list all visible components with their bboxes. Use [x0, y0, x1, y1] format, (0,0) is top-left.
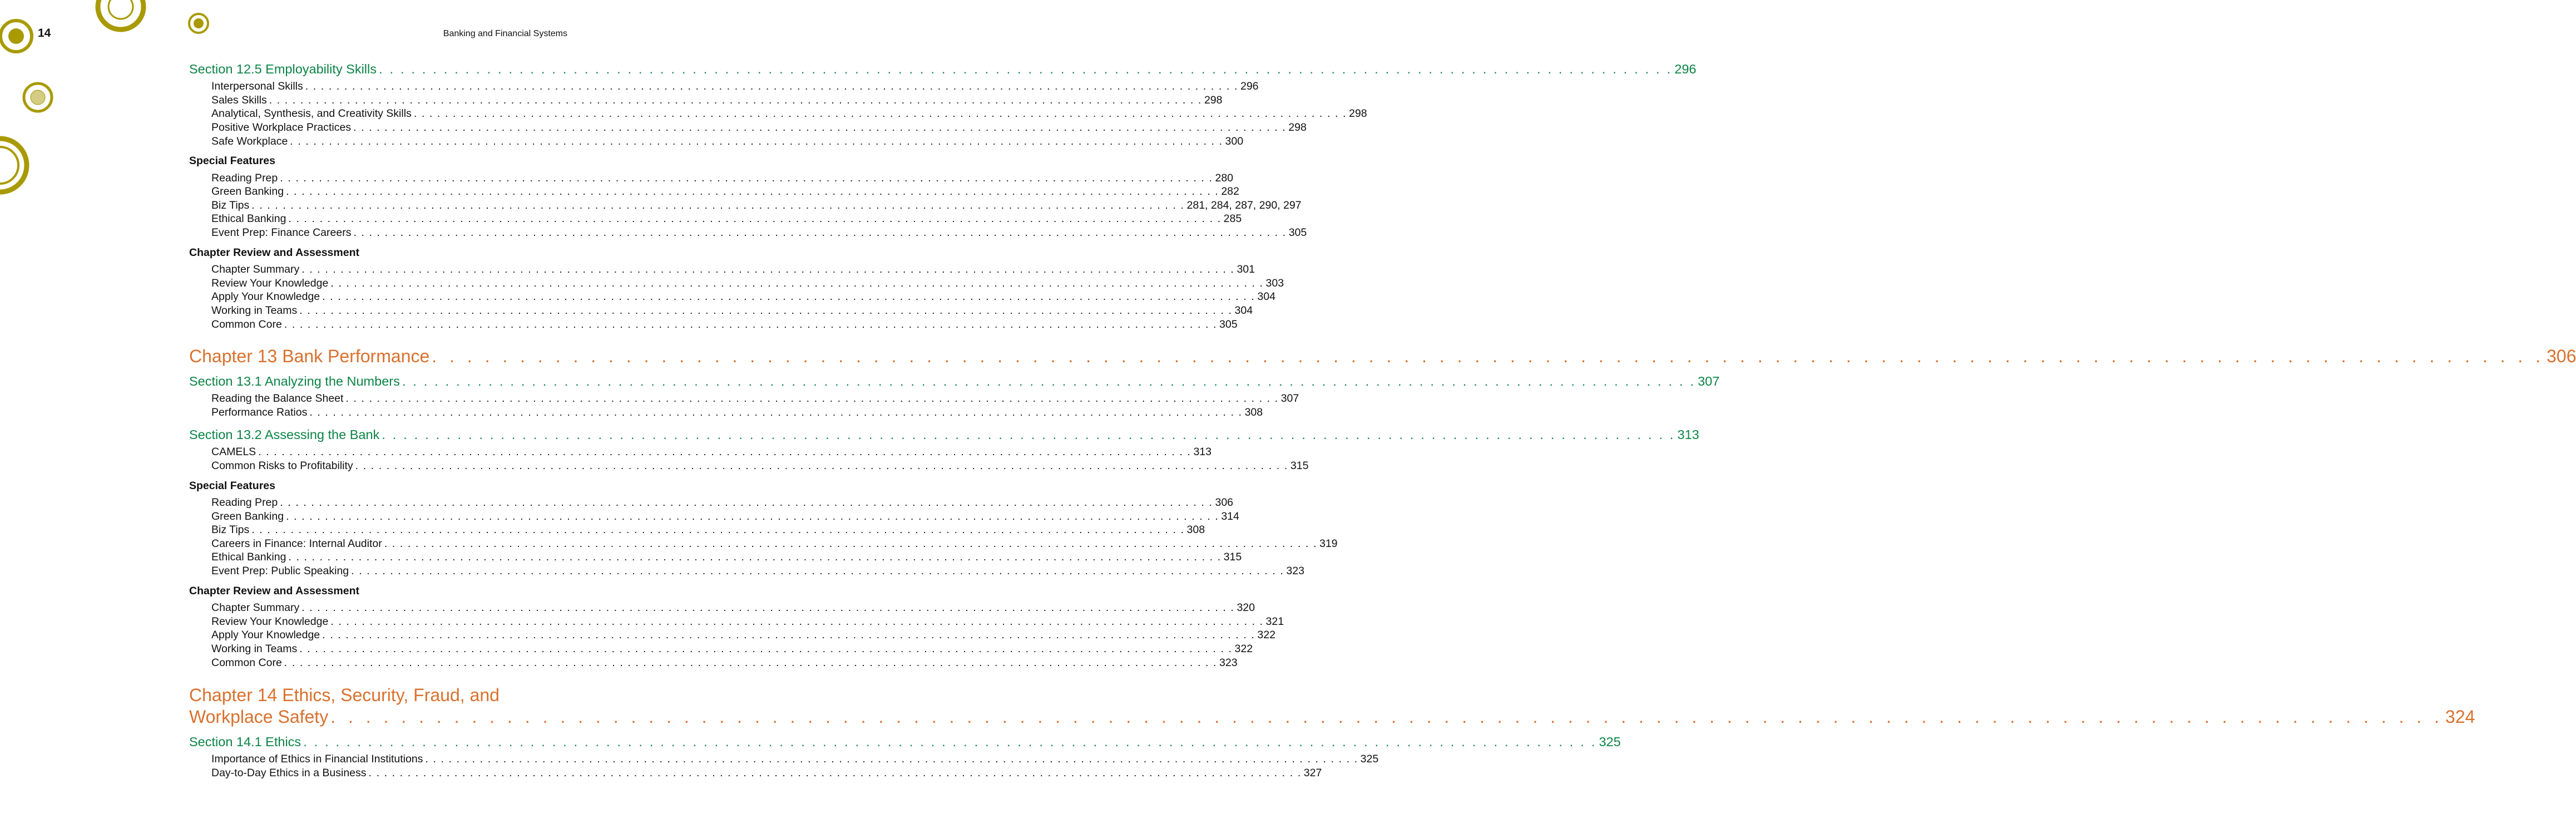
toc-page-number: 285	[1223, 212, 1242, 225]
toc-item	[211, 615, 1284, 629]
toc-item	[211, 656, 1238, 670]
toc-page-number: 298	[1204, 93, 1223, 106]
decorative-circles	[0, 0, 223, 211]
target-circle-icon	[1, 21, 32, 52]
toc-entry-title: Section 12.5 Employability Skills	[189, 62, 377, 76]
toc-item	[211, 185, 1239, 199]
toc-item	[211, 318, 1238, 332]
dot-leader: . . . . . . . . . . . . . . . . . . . . . . . . . . . . . . . . . . . . . . . . . . . . . . . . . . . . . . . . . . . . . . . . . . . . . . . . . . . . . . . . . . . . . . . . . . . . . . . . . . . . . . . . . . . . . . . . . . . . . . . .	[286, 510, 1219, 523]
toc-heading	[189, 584, 567, 598]
dot-leader: . . . . . . . . . . . . . . . . . . . . . . . . . . . . . . . . . . . . . . . . . . . . . . . . . . . . . . . . . . . . . . . . . . . . . . . . . . . . . . . . . . . . . . . . . . . . . . . . . . . . . . . . . . . . . . . . . . . . . . . .	[301, 601, 1235, 614]
page-number: 14	[38, 27, 51, 40]
toc-entry-title: Interpersonal Skills	[211, 80, 303, 92]
toc-item	[211, 752, 1379, 766]
toc-page-number: 301	[1237, 263, 1255, 275]
toc-item	[211, 171, 1234, 185]
toc-entry-title: Performance Ratios	[211, 406, 308, 418]
toc-page-number: 306	[1215, 496, 1234, 509]
dot-leader: . . . . . . . . . . . . . . . . . . . . . . . . . . . . . . . . . . . . . . . . . . . . . . . . . . . . . . . . . . . . . . . . . . . . . . . . . . . . . . . . . . . . . . . . . . . . . . . . . . . . . . . . . . . . . . . . . . . . . . . .	[299, 304, 1233, 317]
toc-page-number: 315	[1223, 550, 1242, 563]
toc-page-number: 313	[1677, 427, 1699, 442]
toc-entry-title: Section 13.1 Analyzing the Numbers	[189, 374, 400, 388]
toc-item	[211, 406, 1263, 420]
toc-item	[211, 537, 1338, 551]
dot-leader: . . . . . . . . . . . . . . . . . . . . . . . . . . . . . . . . . . . . . . . . . . . . . . . . . . . . . . . . . . . . . . . . . . . . . . . . . . . . . . . . . . . . . . . . . . . . . . . . . . . . . . . . . . . . . . . . . . . . . . . .	[379, 62, 1673, 76]
toc-page-number: 304	[1234, 304, 1253, 317]
toc-item	[211, 277, 1284, 290]
toc-item	[211, 290, 1275, 304]
toc-page-number: 305	[1219, 318, 1238, 331]
toc-entry-title: Apply Your Knowledge	[211, 290, 320, 303]
toc-page-number: 305	[1288, 226, 1307, 239]
dot-leader: . . . . . . . . . . . . . . . . . . . . . . . . . . . . . . . . . . . . . . . . . . . . . . . . . . . . . . . . . . . . . . . . . . . . . . . . . . . . . . . . . . . . . . . . . . . . . . . . . . . . . . . . . . . . . . . . . . . . . . . .	[309, 406, 1243, 418]
toc-entry-title: Chapter Summary	[211, 601, 300, 614]
toc-item	[211, 523, 1205, 537]
toc-entry-title: Working in Teams	[211, 304, 298, 317]
toc-entry-title: Chapter Review and Assessment	[189, 246, 359, 259]
dot-leader: . . . . . . . . . . . . . . . . . . . . . . . . . . . . . . . . . . . . . . . . . . . . . . . . . . . . . . . . . . . . . . . . . . . . . . . . . . . . . . . . . . . . . . . . . . . . . . . . . . . . . . . . . . . . . . . . . . . . . . . .	[425, 752, 1358, 765]
toc-item	[211, 445, 1212, 459]
ring-circle-icon	[98, 0, 144, 29]
dot-leader: . . . . . . . . . . . . . . . . . . . . . . . . . . . . . . . . . . . . . . . . . . . . . . . . . . . . . . . . . . . . . . . . . . . . . . . . . . . . . . . . . . . . . . . . . . . . . . . . . . . . . . . . . . . . . . . . . . . . . . . .	[251, 199, 1185, 211]
toc-item	[211, 766, 1322, 780]
toc-chapter	[189, 345, 2576, 367]
toc-entry-title: Section 13.2 Assessing the Bank	[189, 427, 380, 442]
dot-leader: . . . . . . . . . . . . . . . . . . . . . . . . . . . . . . . . . . . . . . . . . . . . . . . . . . . . . . . . . . . . . . . . . . . . . . . . . . . . . . . . . . . . . . . . . . . . . . . . . . . . . . . . . . . . . . . . . . . . . . . .	[353, 226, 1287, 239]
toc-section	[189, 426, 1699, 443]
toc-page-number: 308	[1186, 523, 1205, 536]
toc-item	[211, 226, 1307, 240]
toc-entry-title: Chapter Summary	[211, 263, 300, 275]
dot-leader: . . . . . . . . . . . . . . . . . . . . . . . . . . . . . . . . . . . . . . . . . . . . . . . . . . . . . . . . . . . . . . . . . . . . . . . . . . . . . . . . . . . . . . . . . . . . . . . . . . . . . . . . . . . . . . . . . . . . . . . .	[384, 537, 1317, 550]
toc-section	[189, 61, 1697, 77]
toc-entry-title: Safe Workplace	[211, 135, 288, 147]
toc-item	[211, 199, 1302, 213]
dot-leader: . . . . . . . . . . . . . . . . . . . . . . . . . . . . . . . . . . . . . . . . . . . . . . . . . . . . . . . . . . . . . . . . . . . . . . . . . . . . . . . . . . . . . . . . . . . . . . . . . . . . . . . . . . . . . . . . . . . . . . . .	[382, 427, 1675, 442]
toc-entry-title: Chapter Review and Assessment	[189, 584, 359, 597]
toc-item	[211, 550, 1242, 564]
dot-leader: . . . . . . . . . . . . . . . . . . . . . . . . . . . . . . . . . . . . . . . . . . . . . . . . . . . . . . . . . . . . . . . . . . . . . . . . . . . . . . . . . . . . . . . . . . . . . . . . . . . . . . . . . . . . . . . . . . . . . . . .	[280, 496, 1213, 509]
toc-entry-title: Workplace Safety	[189, 707, 329, 727]
toc-heading	[189, 479, 567, 493]
toc-item	[211, 392, 1299, 406]
toc-page-number: 306	[2547, 346, 2576, 366]
toc-entry-title: Chapter 14 Ethics, Security, Fraud, and	[189, 685, 500, 705]
toc-page-number: 304	[1257, 290, 1275, 303]
toc-page-number: 298	[1288, 121, 1307, 134]
toc-page-number: 323	[1286, 564, 1304, 577]
toc-entry-title: Ethical Banking	[211, 550, 286, 563]
toc-entry-title: CAMELS	[211, 445, 256, 458]
toc-item	[211, 107, 1367, 121]
toc-entry-title: Sales Skills	[211, 93, 267, 106]
toc-page-number: 325	[1360, 752, 1379, 765]
dot-leader: . . . . . . . . . . . . . . . . . . . . . . . . . . . . . . . . . . . . . . . . . . . . . . . . . . . . . . . . . . . . . . . . . . . . . . . . . . . . . . . . . . . . . . . . . . . . . . . . . . . . . . . . . . . . . . . . . . . . . . . .	[284, 318, 1218, 331]
dot-leader: . . . . . . . . . . . . . . . . . . . . . . . . . . . . . . . . . . . . . . . . . . . . . . . . . . . . . . . . . . . . . . . . . . . . . . . . . . . . . . . . . . . . . . . . . . . . . . . . . . . . . . . . . . . . . . . . . . . . . . . .	[303, 735, 1597, 749]
dot-leader: . . . . . . . . . . . . . . . . . . . . . . . . . . . . . . . . . . . . . . . . . . . . . . . . . . . . . . . . . . . . . . . . . . . . . . . . . . . . . . . . . . . . . . . . . . . . . . . . . . . . . . . . . . . . . . . . . . . . . . . .	[299, 642, 1233, 655]
dot-leader: . . . . . . . . . . . . . . . . . . . . . . . . . . . . . . . . . . . . . . . . . . . . . . . . . . . . . . . . . . . . . . . . . . . . . . . . . . . . . . . . . . . . . . . . . . . . . . . . . . . . . . . . . . . . . . . . . . . . . . . .	[330, 615, 1264, 628]
toc-entry-title: Common Core	[211, 656, 282, 669]
toc-entry-title: Working in Teams	[211, 642, 298, 655]
dot-leader: . . . . . . . . . . . . . . . . . . . . . . . . . . . . . . . . . . . . . . . . . . . . . . . . . . . . . . . . . . . . . . . . . . . . . . . . . . . . . . . . . . . . . . . . . . . . . . . . . . . . . . . . . . . . . . . . . . . . . . . .	[345, 392, 1279, 405]
toc-entry-title: Green Banking	[211, 510, 284, 523]
toc-entry-title: Reading Prep	[211, 171, 278, 184]
dot-leader: . . . . . . . . . . . . . . . . . . . . . . . . . . . . . . . . . . . . . . . . . . . . . . . . . . . . . . . . . . . . . . . . . . . . . . . . . . . . . . . . . . . . . . . . . . . . . . . . . . . . . . . . . . . . . . . . . . . . . . . .	[402, 374, 1696, 388]
dot-leader: . . . . . . . . . . . . . . . . . . . . . . . . . . . . . . . . . . . . . . . . . . . . . . . . . . . . . . . . . . . . . . . . . . . . . . . . . . . . . . . . . . . . . . . . . . . . . . . . . . . . . . . . . . . . . . . . . . . . . . . .	[368, 766, 1302, 779]
toc-entry-title: Special Features	[189, 154, 275, 167]
toc-item	[211, 212, 1242, 226]
toc-page-number: 308	[1244, 406, 1263, 418]
dot-leader: . . . . . . . . . . . . . . . . . . . . . . . . . . . . . . . . . . . . . . . . . . . . . . . . . . . . . . . . . . . . . . . . . . . . . . . . . . . . . . . . . . . . . . . . . . . . . . . . . . . . . . . . . . . . . . . . . . . . . . . .	[351, 564, 1284, 577]
toc-entry-title: Careers in Finance: Internal Auditor	[211, 537, 382, 550]
toc-entry-title: Review Your Knowledge	[211, 277, 329, 289]
toc-page-number: 296	[1240, 80, 1259, 92]
toc-page-number: 280	[1215, 171, 1234, 184]
toc-item	[211, 642, 1253, 656]
toc-entry-title: Positive Workplace Practices	[211, 121, 352, 134]
toc-page-number: 313	[1193, 445, 1212, 458]
toc-entry-title: Analytical, Synthesis, and Creativity Skills	[211, 107, 412, 120]
target-circle-icon	[189, 14, 208, 33]
toc-item	[211, 135, 1244, 149]
dot-leader: . . . . . . . . . . . . . . . . . . . . . . . . . . . . . . . . . . . . . . . . . . . . . . . . . . . . . . . . . . . . . . . . . . . . . . . . . . . . . . . . . . . . . . . . . . . . . . . . . . . . . . . . . . . . . . . . . . . . . . . .	[288, 550, 1222, 563]
toc-heading	[189, 154, 567, 168]
dot-leader: . . . . . . . . . . . . . . . . . . . . . . . . . . . . . . . . . . . . . . . . . . . . . . . . . . . . . . . . . . . . . . . . . . . . . . . . . . . . . . . . . . . . . . . . . . . . . . . . . . . . . . . . . . . . . . . . . . . . . . . .	[251, 523, 1185, 536]
dot-leader: . . . . . . . . . . . . . . . . . . . . . . . . . . . . . . . . . . . . . . . . . . . . . . . . . . . . . . . . . . . . . . . . . . . . . . . . . . . . . . . . . . . . . . . . . . . . . . . . . . . . . . . . . . . . . . . . . . . . . . . .	[330, 277, 1264, 289]
toc-section	[189, 373, 1720, 390]
toc-item	[211, 628, 1275, 642]
toc-item	[211, 564, 1304, 578]
toc-entry-title: Section 14.1 Ethics	[189, 735, 301, 749]
toc-entry-title: Review Your Knowledge	[211, 615, 329, 628]
toc-entry-title: Common Risks to Profitability	[211, 459, 353, 472]
dot-leader: . . . . . . . . . . . . . . . . . . . . . . . . . . . . . . . . . . . . . . . . . . . . . . . . . . . . . . . . . . . . . . . . . . . . . . . . . . . . . . . . . . . . . . . . . . . . . . . . . . . . . . . . . . . . . . . . . . . . . . . .	[330, 707, 2444, 727]
toc-entry-title: Ethical Banking	[211, 212, 286, 225]
dot-leader: . . . . . . . . . . . . . . . . . . . . . . . . . . . . . . . . . . . . . . . . . . . . . . . . . . . . . . . . . . . . . . . . . . . . . . . . . . . . . . . . . . . . . . . . . . . . . . . . . . . . . . . . . . . . . . . . . . . . . . . .	[353, 121, 1287, 134]
toc-page-number: 281, 284, 287, 290, 297	[1186, 199, 1302, 211]
dot-leader: . . . . . . . . . . . . . . . . . . . . . . . . . . . . . . . . . . . . . . . . . . . . . . . . . . . . . . . . . . . . . . . . . . . . . . . . . . . . . . . . . . . . . . . . . . . . . . . . . . . . . . . . . . . . . . . . . . . . . . . .	[269, 93, 1202, 106]
dot-leader: . . . . . . . . . . . . . . . . . . . . . . . . . . . . . . . . . . . . . . . . . . . . . . . . . . . . . . . . . . . . . . . . . . . . . . . . . . . . . . . . . . . . . . . . . . . . . . . . . . . . . . . . . . . . . . . . . . . . . . . .	[258, 445, 1191, 458]
toc-page-number: 322	[1234, 642, 1253, 655]
toc-heading	[189, 246, 567, 260]
toc-entry-title: Event Prep: Public Speaking	[211, 564, 349, 577]
toc-page-number: 307	[1280, 392, 1299, 405]
toc-entry-title: Importance of Ethics in Financial Institutions	[211, 752, 423, 765]
target-circle-icon	[24, 83, 52, 111]
toc-entry-title: Reading Prep	[211, 496, 278, 509]
toc-page-number: 320	[1237, 601, 1255, 614]
toc-chapter	[189, 684, 567, 706]
toc-page-number: 298	[1349, 107, 1367, 120]
dot-leader: . . . . . . . . . . . . . . . . . . . . . . . . . . . . . . . . . . . . . . . . . . . . . . . . . . . . . . . . . . . . . . . . . . . . . . . . . . . . . . . . . . . . . . . . . . . . . . . . . . . . . . . . . . . . . . . . . . . . . . . .	[288, 212, 1222, 225]
toc-entry-title: Common Core	[211, 318, 282, 331]
toc-page-number: 300	[1225, 135, 1244, 147]
toc-entry-title: Special Features	[189, 479, 275, 492]
dot-leader: . . . . . . . . . . . . . . . . . . . . . . . . . . . . . . . . . . . . . . . . . . . . . . . . . . . . . . . . . . . . . . . . . . . . . . . . . . . . . . . . . . . . . . . . . . . . . . . . . . . . . . . . . . . . . . . . . . . . . . . .	[305, 80, 1238, 92]
toc-page-number: 323	[1219, 656, 1238, 669]
toc-page-number: 321	[1265, 615, 1284, 628]
toc-entry-title: Biz Tips	[211, 523, 250, 536]
running-title: Banking and Financial Systems	[443, 29, 567, 38]
toc-page-number: 315	[1290, 459, 1309, 472]
dot-leader: . . . . . . . . . . . . . . . . . . . . . . . . . . . . . . . . . . . . . . . . . . . . . . . . . . . . . . . . . . . . . . . . . . . . . . . . . . . . . . . . . . . . . . . . . . . . . . . . . . . . . . . . . . . . . . . . . . . . . . . .	[301, 263, 1235, 275]
ring-circle-icon	[0, 139, 27, 192]
toc-entry-title: Day-to-Day Ethics in a Business	[211, 766, 367, 779]
dot-leader: . . . . . . . . . . . . . . . . . . . . . . . . . . . . . . . . . . . . . . . . . . . . . . . . . . . . . . . . . . . . . . . . . . . . . . . . . . . . . . . . . . . . . . . . . . . . . . . . . . . . . . . . . . . . . . . . . . . . . . . .	[432, 346, 2545, 366]
toc-entry-title: Biz Tips	[211, 199, 250, 211]
toc-item	[211, 496, 1234, 510]
toc-item	[211, 601, 1255, 615]
toc-page-number: 325	[1599, 735, 1621, 749]
toc-page-number: 322	[1257, 628, 1275, 641]
toc-page-number: 303	[1265, 277, 1284, 289]
toc-item	[211, 510, 1239, 524]
dot-leader: . . . . . . . . . . . . . . . . . . . . . . . . . . . . . . . . . . . . . . . . . . . . . . . . . . . . . . . . . . . . . . . . . . . . . . . . . . . . . . . . . . . . . . . . . . . . . . . . . . . . . . . . . . . . . . . . . . . . . . . .	[322, 290, 1255, 303]
toc-entry-title: Apply Your Knowledge	[211, 628, 320, 641]
toc-entry-title: Event Prep: Finance Careers	[211, 226, 352, 239]
toc-chapter	[189, 706, 2475, 728]
dot-leader: . . . . . . . . . . . . . . . . . . . . . . . . . . . . . . . . . . . . . . . . . . . . . . . . . . . . . . . . . . . . . . . . . . . . . . . . . . . . . . . . . . . . . . . . . . . . . . . . . . . . . . . . . . . . . . . . . . . . . . . .	[413, 107, 1347, 120]
toc-entry-title: Chapter 13 Bank Performance	[189, 346, 430, 366]
toc-page-number: 327	[1303, 766, 1322, 779]
dot-leader: . . . . . . . . . . . . . . . . . . . . . . . . . . . . . . . . . . . . . . . . . . . . . . . . . . . . . . . . . . . . . . . . . . . . . . . . . . . . . . . . . . . . . . . . . . . . . . . . . . . . . . . . . . . . . . . . . . . . . . . .	[322, 628, 1255, 641]
dot-leader: . . . . . . . . . . . . . . . . . . . . . . . . . . . . . . . . . . . . . . . . . . . . . . . . . . . . . . . . . . . . . . . . . . . . . . . . . . . . . . . . . . . . . . . . . . . . . . . . . . . . . . . . . . . . . . . . . . . . . . . .	[290, 135, 1223, 147]
toc-item	[211, 304, 1253, 318]
toc-page-number: 282	[1221, 185, 1239, 198]
dot-leader: . . . . . . . . . . . . . . . . . . . . . . . . . . . . . . . . . . . . . . . . . . . . . . . . . . . . . . . . . . . . . . . . . . . . . . . . . . . . . . . . . . . . . . . . . . . . . . . . . . . . . . . . . . . . . . . . . . . . . . . .	[284, 656, 1218, 669]
toc-page-number: 314	[1221, 510, 1239, 523]
dot-leader: . . . . . . . . . . . . . . . . . . . . . . . . . . . . . . . . . . . . . . . . . . . . . . . . . . . . . . . . . . . . . . . . . . . . . . . . . . . . . . . . . . . . . . . . . . . . . . . . . . . . . . . . . . . . . . . . . . . . . . . .	[286, 185, 1219, 198]
toc-page-number: 319	[1319, 537, 1338, 550]
toc-entry-title: Green Banking	[211, 185, 284, 198]
dot-leader: . . . . . . . . . . . . . . . . . . . . . . . . . . . . . . . . . . . . . . . . . . . . . . . . . . . . . . . . . . . . . . . . . . . . . . . . . . . . . . . . . . . . . . . . . . . . . . . . . . . . . . . . . . . . . . . . . . . . . . . .	[280, 171, 1213, 184]
toc-item	[211, 263, 1255, 277]
toc-item	[211, 121, 1307, 135]
toc-page-number: 296	[1674, 62, 1697, 76]
toc-section	[189, 733, 1621, 750]
toc-item	[211, 80, 1259, 93]
toc-item	[211, 459, 1309, 473]
toc-entry-title: Reading the Balance Sheet	[211, 392, 344, 405]
toc-item	[211, 93, 1223, 107]
toc-page-number: 307	[1698, 374, 1720, 388]
toc-page-number: 324	[2445, 707, 2475, 727]
dot-leader: . . . . . . . . . . . . . . . . . . . . . . . . . . . . . . . . . . . . . . . . . . . . . . . . . . . . . . . . . . . . . . . . . . . . . . . . . . . . . . . . . . . . . . . . . . . . . . . . . . . . . . . . . . . . . . . . . . . . . . . .	[355, 459, 1288, 472]
